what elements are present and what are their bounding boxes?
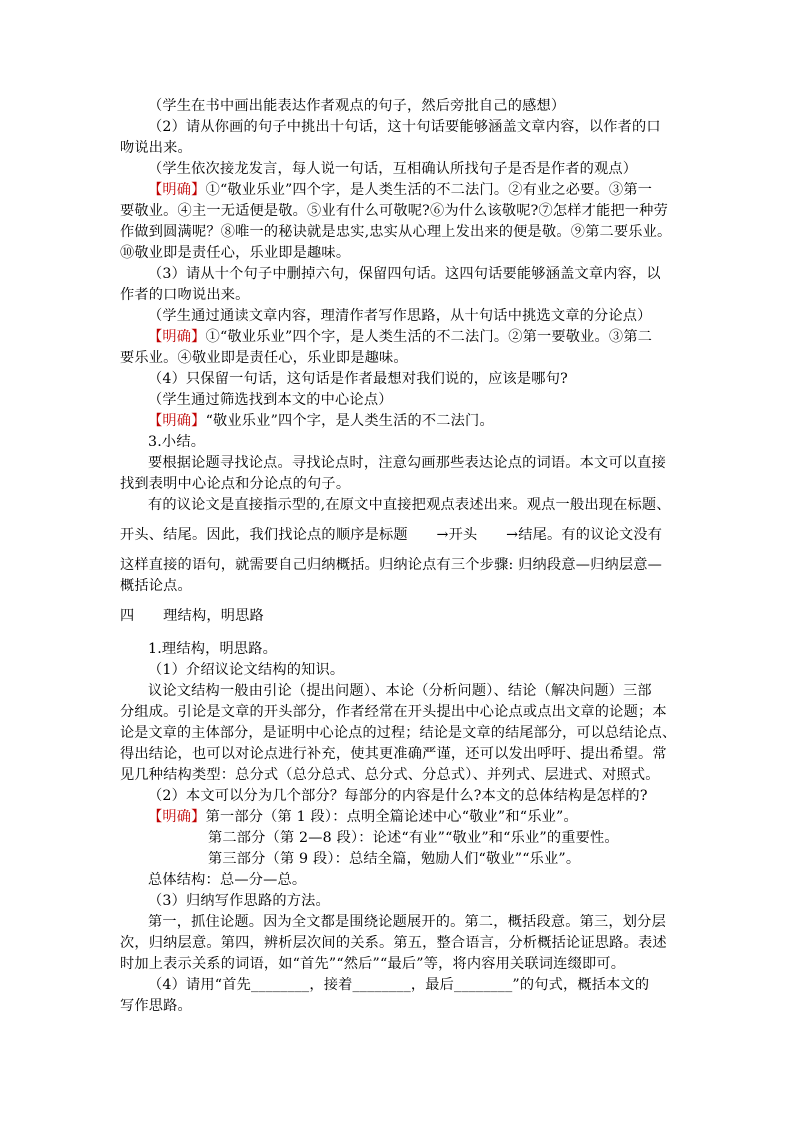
text-line: 见几种结构类型：总分式（总分总式、总分式、分总式）、并列式、层进式、对照式。 xyxy=(120,767,660,783)
section-heading: 四 理结构，明思路 xyxy=(120,608,264,624)
text-run: ①“敬业乐业”四个字，是人类生活的不二法门。②第一要敬业。③第二 xyxy=(205,329,653,345)
text-line xyxy=(148,328,652,346)
text-line: （学生通过通读文章内容，理清作者写作思路，从十句话中挑选文章的分论点） xyxy=(148,308,652,324)
text-line: 第一，抓住论题。因为全文都是围绕论题展开的。第二，概括段意。第三，划分层 xyxy=(148,914,666,930)
text-line: 这样直接的语句，就需要自己归纳概括。归纳论点有三个步骤: 归纳段意—归纳层意— xyxy=(120,557,663,573)
answer-marker: 【明确】 xyxy=(148,182,206,198)
text-line: 写作思路。 xyxy=(120,998,192,1014)
text-line: （学生依次接龙发言，每人说一句话，互相确认所找句子是否是作者的观点） xyxy=(148,161,638,177)
text-line: 吻说出来。 xyxy=(120,140,192,156)
text-line: 作做到圆满呢？⑧唯一的秘诀就是忠实,忠实从心理上发出来的便是敬。⑨第二要乐业。 xyxy=(120,224,672,240)
answer-marker: 【明确】 xyxy=(148,413,206,429)
text-line: 分组成。引论是文章的开头部分，作者经常在开头提出中心论点或点出文章的论题；本 xyxy=(120,704,667,720)
text-line: 开头、结尾。因此，我们找论点的顺序是标题 →开头 →结尾。有的议论文没有 xyxy=(120,527,663,543)
text-run: 第一部分（第 1 段）：点明全篇论述中心“敬业”和“乐业”。 xyxy=(205,809,578,825)
text-line: ⑩敬业即是责任心，乐业即是趣味。 xyxy=(120,245,351,261)
text-line xyxy=(148,808,578,826)
text-line: （4）请用“首先________，接着________，最后________”的句式，概括本文的 xyxy=(148,977,650,993)
text-line: （2）请从你画的句子中挑出十句话，这十句话要能够涵盖文章内容，以作者的口 xyxy=(148,119,661,135)
text-line: 3.小结。 xyxy=(148,434,206,450)
text-line: 找到表明中心论点和分论点的句子。 xyxy=(120,476,351,492)
answer-marker: 【明确】 xyxy=(148,329,206,345)
text-run: ①“敬业乐业”四个字，是人类生活的不二法门。②有业之必要。③第一 xyxy=(205,182,653,198)
text-line: （4）只保留一句话，这句话是作者最想对我们说的，应该是哪句? xyxy=(148,371,568,387)
text-line: （学生在书中画出能表达作者观点的句子，然后旁批自己的感想） xyxy=(148,98,566,114)
text-line: 第三部分（第 9 段）：总结全篇，勉励人们“敬业”“乐业”。 xyxy=(208,851,581,867)
text-line: （1）介绍议论文结构的知识。 xyxy=(148,662,345,678)
text-line: 总体结构：总—分—总。 xyxy=(148,872,307,888)
text-run: “敬业乐业”四个字，是人类生活的不二法门。 xyxy=(205,413,494,429)
text-line: 要根据论题寻找论点。寻找论点时，注意勾画那些表达论点的词语。本文可以直接 xyxy=(148,455,666,471)
text-line: 1.理结构，明思路。 xyxy=(148,641,278,657)
text-line: 次，归纳层意。第四，辨析层次间的关系。第五，整合语言，分析概括论证思路。表述 xyxy=(120,935,667,951)
text-line: 要敬业。④主一无适便是敬。⑤业有什么可敬呢?⑥为什么该敬呢?⑦怎样才能把一种劳 xyxy=(120,203,668,219)
text-line: 时加上表示关系的词语，如“首先”“然后”“最后”等，将内容用关联词连缀即可。 xyxy=(120,956,626,972)
text-line: 有的议论文是直接指示型的,在原文中直接把观点表述出来。观点一般出现在标题、 xyxy=(148,497,671,513)
text-line: 得出结论，也可以对论点进行补充，使其更准确严谨，还可以发出呼吁、提出希望。常 xyxy=(120,746,667,762)
text-line: 概括论点。 xyxy=(120,578,192,594)
text-line: （学生通过筛选找到本文的中心论点） xyxy=(148,392,393,408)
text-line: 议论文结构一般由引论（提出问题）、本论（分析问题）、结论（解决问题）三部 xyxy=(148,683,652,699)
text-line xyxy=(148,412,494,430)
text-line: （3）归纳写作思路的方法。 xyxy=(148,893,330,909)
text-line: （3）请从十个句子中删掉六句，保留四句话。这四句话要能够涵盖文章内容，以 xyxy=(148,266,661,282)
text-line: （2）本文可以分为几个部分？每部分的内容是什么?本文的总体结构是怎样的? xyxy=(148,788,648,804)
text-line: 要乐业。④敬业即是责任心，乐业即是趣味。 xyxy=(120,350,408,366)
text-line: 作者的口吻说出来。 xyxy=(120,287,250,303)
text-line xyxy=(148,181,652,199)
text-line: 论是文章的主体部分，是证明中心论点的过程；结论是文章的结尾部分，可以总结论点、 xyxy=(120,725,677,741)
text-line: 第二部分（第 2—8 段）：论述“有业”“敬业”和“乐业”的重要性。 xyxy=(208,830,619,846)
answer-marker: 【明确】 xyxy=(148,809,206,825)
